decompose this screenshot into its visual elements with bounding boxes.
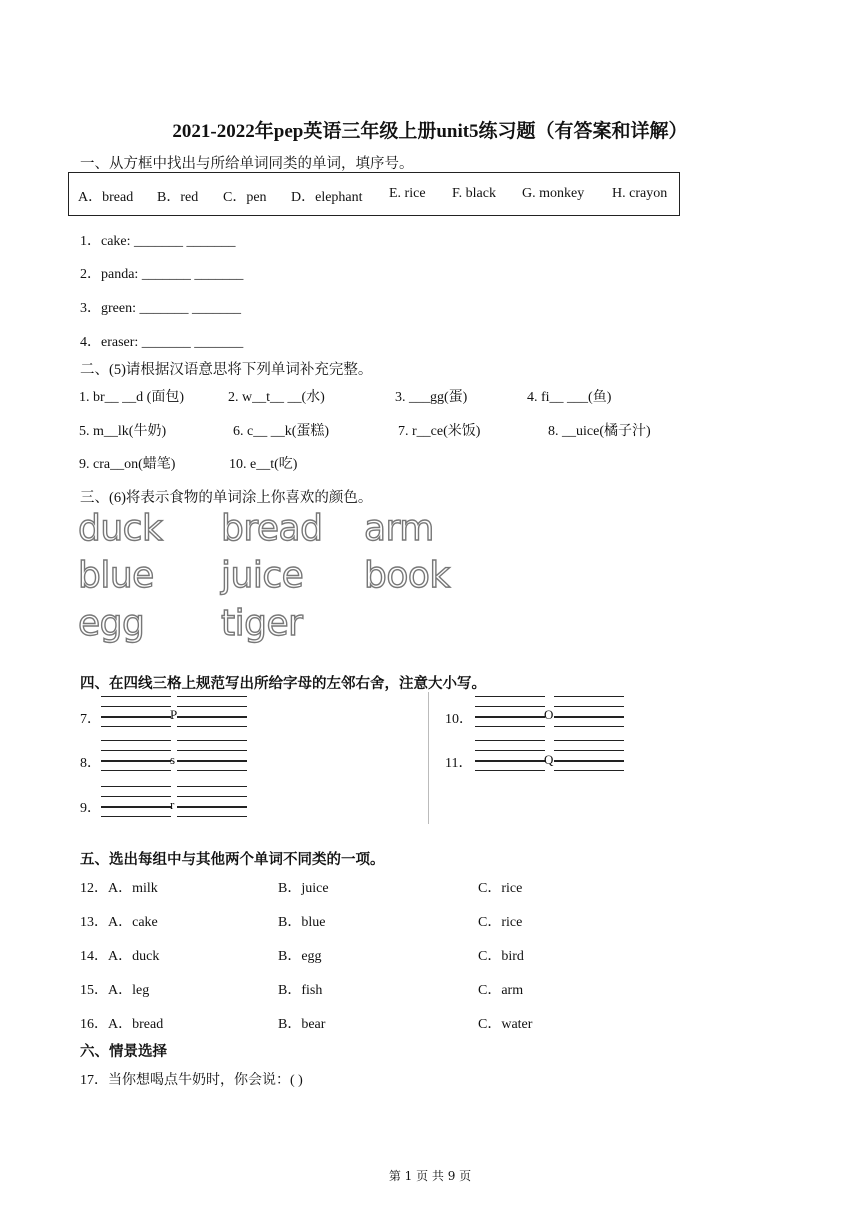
option-d: D．elephant	[291, 190, 363, 205]
section-3-heading: 三、(6)将表示食物的单词涂上你喜欢的颜色。	[80, 490, 373, 506]
option-b: B．red	[157, 190, 199, 205]
mcq-16-option-a[interactable]: 16．A．bread	[80, 1017, 164, 1032]
section-5-heading: 五、选出每组中与其他两个单词不同类的一项。	[80, 852, 385, 868]
writing-lines[interactable]	[177, 786, 247, 818]
letter-item-9-number: 9．	[80, 801, 101, 816]
writing-lines[interactable]	[101, 740, 171, 772]
mcq-13-option-c[interactable]: C．rice	[478, 915, 523, 930]
letter-item-10-number: 10．	[445, 712, 473, 727]
writing-lines[interactable]	[554, 696, 624, 728]
letter-item-10-letter: O	[544, 707, 554, 722]
outline-word-book[interactable]: book	[364, 555, 450, 596]
option-g: G. monkey	[522, 186, 585, 201]
fill-item-8: 8. __uice(橘子汁)	[548, 424, 651, 439]
fill-item-6: 6. c__ __k(蛋糕)	[233, 424, 330, 439]
outline-word-juice[interactable]: juice	[221, 555, 304, 596]
mcq-13-option-b[interactable]: B．blue	[278, 915, 326, 930]
outline-word-duck[interactable]: duck	[78, 508, 163, 549]
writing-lines[interactable]	[554, 740, 624, 772]
letter-item-8-number: 8．	[80, 756, 101, 771]
mcq-16-option-b[interactable]: B．bear	[278, 1017, 326, 1032]
mcq-12-option-c[interactable]: C．rice	[478, 881, 523, 896]
fill-item-3: 3. ___gg(蛋)	[395, 390, 468, 405]
mcq-14-option-c[interactable]: C．bird	[478, 949, 524, 964]
writing-lines[interactable]	[177, 696, 247, 728]
question-3: 3．green: _______ _______	[80, 301, 241, 316]
option-f: F. black	[452, 186, 496, 201]
writing-lines[interactable]	[475, 696, 545, 728]
section-1-heading: 一、从方框中找出与所给单词同类的单词，填序号。	[80, 156, 414, 172]
question-4: 4．eraser: _______ _______	[80, 335, 244, 350]
fill-item-9: 9. cra__on(蜡笔)	[79, 457, 176, 472]
mcq-16-option-c[interactable]: C．water	[478, 1017, 533, 1032]
outline-word-blue[interactable]: blue	[78, 555, 154, 596]
option-e: E. rice	[389, 186, 426, 201]
mcq-15-option-b[interactable]: B．fish	[278, 983, 323, 998]
option-c: C．pen	[223, 190, 267, 205]
question-1: 1．cake: _______ _______	[80, 234, 236, 249]
letter-item-11-number: 11．	[445, 756, 473, 771]
fill-item-1: 1. br__ __d (面包)	[79, 390, 184, 405]
writing-lines[interactable]	[101, 786, 171, 818]
question-17: 17．当你想喝点牛奶时，你会说：( )	[80, 1073, 303, 1088]
fill-item-7: 7. r__ce(米饭)	[398, 424, 481, 439]
question-2: 2．panda: _______ _______	[80, 267, 244, 282]
letter-item-9-letter: r	[170, 797, 175, 812]
section-4-heading: 四、在四线三格上规范写出所给字母的左邻右舍，注意大小写。	[80, 676, 486, 692]
section-6-heading: 六、情景选择	[80, 1044, 167, 1060]
writing-lines[interactable]	[101, 696, 171, 728]
column-divider	[428, 692, 429, 824]
outline-word-tiger[interactable]: tiger	[221, 603, 303, 644]
mcq-13-option-a[interactable]: 13．A．cake	[80, 915, 158, 930]
writing-lines[interactable]	[475, 740, 545, 772]
mcq-15-option-c[interactable]: C．arm	[478, 983, 524, 998]
mcq-12-option-b[interactable]: B．juice	[278, 881, 329, 896]
outline-word-bread[interactable]: bread	[221, 508, 323, 549]
mcq-15-option-a[interactable]: 15．A．leg	[80, 983, 150, 998]
mcq-14-option-b[interactable]: B．egg	[278, 949, 322, 964]
option-h: H. crayon	[612, 186, 668, 201]
outline-word-egg[interactable]: egg	[78, 603, 145, 644]
page-footer: 第 1 页 共 9 页	[388, 1169, 472, 1183]
letter-item-7-number: 7．	[80, 712, 101, 727]
fill-item-4: 4. fi__ ___(鱼)	[527, 390, 612, 405]
writing-lines[interactable]	[177, 740, 247, 772]
mcq-12-option-a[interactable]: 12．A．milk	[80, 881, 158, 896]
letter-item-8-letter: s	[170, 752, 176, 767]
letter-item-7-letter: P	[170, 707, 178, 722]
mcq-14-option-a[interactable]: 14．A．duck	[80, 949, 160, 964]
fill-item-10: 10. e__t(吃)	[229, 457, 298, 472]
fill-item-5: 5. m__lk(牛奶)	[79, 424, 167, 439]
fill-item-2: 2. w__t__ __(水)	[228, 390, 325, 405]
section-2-heading: 二、(5)请根据汉语意思将下列单词补充完整。	[80, 362, 373, 378]
page-title: 2021-2022年pep英语三年级上册unit5练习题（有答案和详解）	[172, 121, 688, 142]
option-a: A．bread	[78, 190, 134, 205]
letter-item-11-letter: Q	[544, 752, 554, 767]
outline-word-arm[interactable]: arm	[364, 508, 434, 549]
